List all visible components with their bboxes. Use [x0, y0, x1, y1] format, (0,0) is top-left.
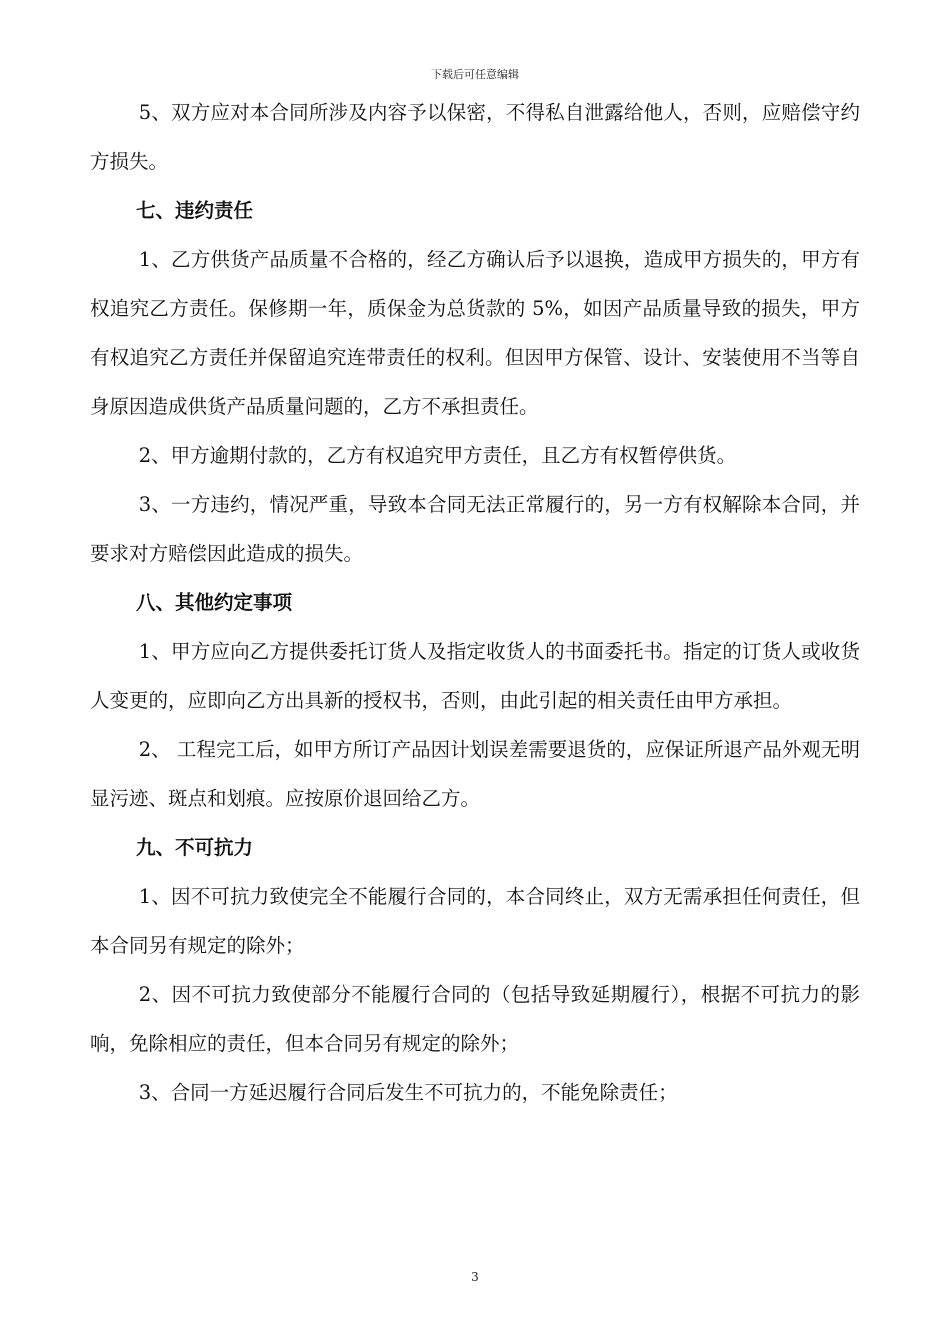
section-9-clause-1: 1、因不可抗力致使完全不能履行合同的，本合同终止，双方无需承担任何责任，但本合同另有规定的除外； [90, 885, 860, 957]
section-8-clause-1: 1、甲方应向乙方提供委托订货人及指定收货人的书面委托书。指定的订货人或收货人变更的，应即向乙方出具新的授权书，否则，由此引起的相关责任由甲方承担。 [90, 640, 860, 712]
section-8-clause-2: 2、 工程完工后，如甲方所订产品因计划误差需要退货的，应保证所退产品外观无明显污迹、斑点和划痕。应按原价退回给乙方。 [90, 738, 860, 810]
section-7-clause-3: 3、一方违约，情况严重，导致本合同无法正常履行的，另一方有权解除本合同，并要求对方赔偿因此造成的损失。 [90, 493, 860, 565]
clause-confidentiality: 5、双方应对本合同所涉及内容予以保密，不得私自泄露给他人，否则，应赔偿守约方损失。 [90, 101, 860, 173]
section-9-clause-3: 3、合同一方延迟履行合同后发生不可抗力的，不能免除责任； [138, 1081, 678, 1104]
section-7-clause-2: 2、甲方逾期付款的，乙方有权追究甲方责任，且乙方有权暂停供货。 [138, 444, 737, 467]
section-8-title: 八、其他约定事项 [136, 591, 293, 614]
section-9-title: 九、不可抗力 [136, 836, 254, 859]
section-7-title: 七、违约责任 [136, 199, 254, 222]
section-7-clause-1: 1、乙方供货产品质量不合格的，经乙方确认后予以退换，造成甲方损失的，甲方有权追究乙方责任。保修期一年，质保金为总货款的 5%，如因产品质量导致的损失，甲方有权追究乙方责任并保留追究连带责任的权利。但因甲方保管、设计、安装使用不当等自身原因造成供货产品质量问题的，乙方不承担责任。 [90, 248, 860, 418]
document-body [90, 88, 860, 1117]
header-note: 下载后可任意编辑 [431, 68, 519, 81]
page-number: 3 [471, 1270, 479, 1284]
section-9-clause-2: 2、因不可抗力致使部分不能履行合同的（包括导致延期履行），根据不可抗力的影响，免除相应的责任，但本合同另有规定的除外； [90, 983, 860, 1055]
